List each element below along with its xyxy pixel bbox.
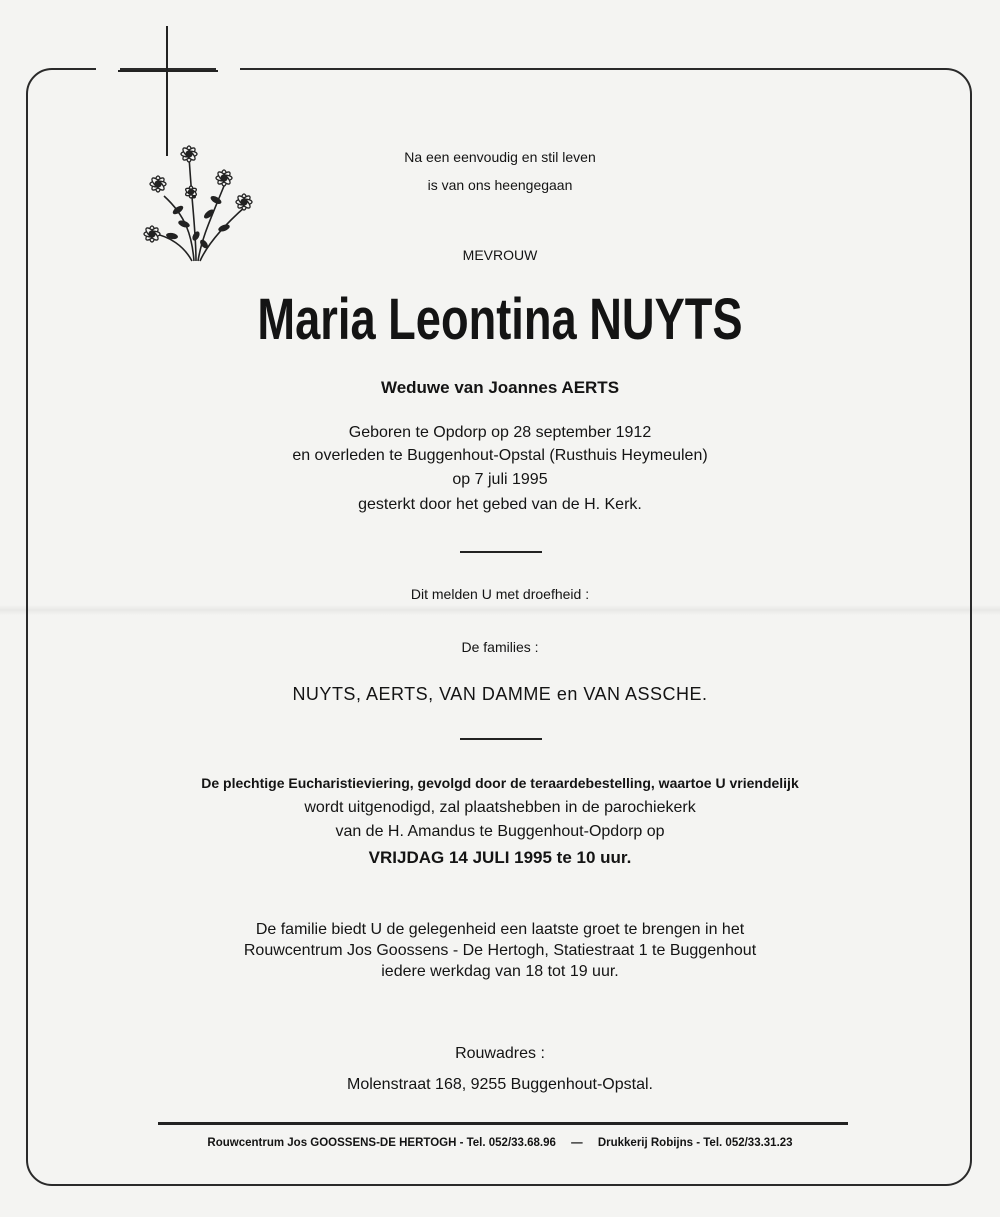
footer-printer: Drukkerij Robijns - Tel. 052/33.31.23 xyxy=(597,1137,793,1149)
footer-separator: — xyxy=(571,1137,583,1149)
visit-line-2: Rouwcentrum Jos Goossens - De Hertogh, Statiestraat 1 te Buggenhout xyxy=(243,942,757,959)
visit-line-1: De familie biedt U de gelegenheid een laatste groet te brengen in het xyxy=(255,921,745,938)
divider xyxy=(460,738,542,740)
intro-line-2: is van ons heengegaan xyxy=(427,177,573,193)
detail-line-1: Geboren te Opdorp op 28 september 1912 xyxy=(348,424,652,441)
ceremony-line-1: De plechtige Eucharistieviering, gevolgd door de teraardebestelling, waartoe U vriendelijk xyxy=(201,775,799,791)
families-label: De families : xyxy=(461,639,539,655)
address-label: Rouwadres : xyxy=(455,1045,545,1062)
announce-line: Dit melden U met droefheid : xyxy=(410,586,590,602)
footer xyxy=(0,1137,1000,1149)
intro-line-1: Na een eenvoudig en stil leven xyxy=(404,149,596,165)
families-list: NUYTS, AERTS, VAN DAMME en VAN ASSCHE. xyxy=(292,684,708,704)
widow-line: Weduwe van Joannes AERTS xyxy=(380,378,620,397)
deceased-name: Maria Leontina NUYTS xyxy=(257,287,743,352)
visit-line-3: iedere werkdag van 18 tot 19 uur. xyxy=(381,963,619,980)
detail-line-2: en overleden te Buggenhout-Opstal (Rusthuis Heymeulen) xyxy=(292,447,708,464)
footer-rule xyxy=(158,1122,848,1125)
detail-line-3: op 7 juli 1995 xyxy=(452,471,548,488)
divider xyxy=(460,551,542,553)
ceremony-line-3: van de H. Amandus te Buggenhout-Opdorp op xyxy=(335,823,665,840)
title-prefix: MEVROUW xyxy=(462,247,538,263)
ceremony-line-2: wordt uitgenodigd, zal plaatshebben in de parochiekerk xyxy=(304,799,696,816)
cross-icon-bar xyxy=(118,70,218,72)
detail-line-4: gesterkt door het gebed van de H. Kerk. xyxy=(358,496,642,513)
footer-funeral-home: Rouwcentrum Jos GOOSSENS-DE HERTOGH - Tel. 052/33.68.96 xyxy=(207,1137,556,1149)
border-gap xyxy=(96,62,120,76)
address: Molenstraat 168, 9255 Buggenhout-Opstal. xyxy=(347,1076,653,1093)
ceremony-date: VRIJDAG 14 JULI 1995 te 10 uur. xyxy=(368,848,632,867)
border-gap xyxy=(216,62,240,76)
